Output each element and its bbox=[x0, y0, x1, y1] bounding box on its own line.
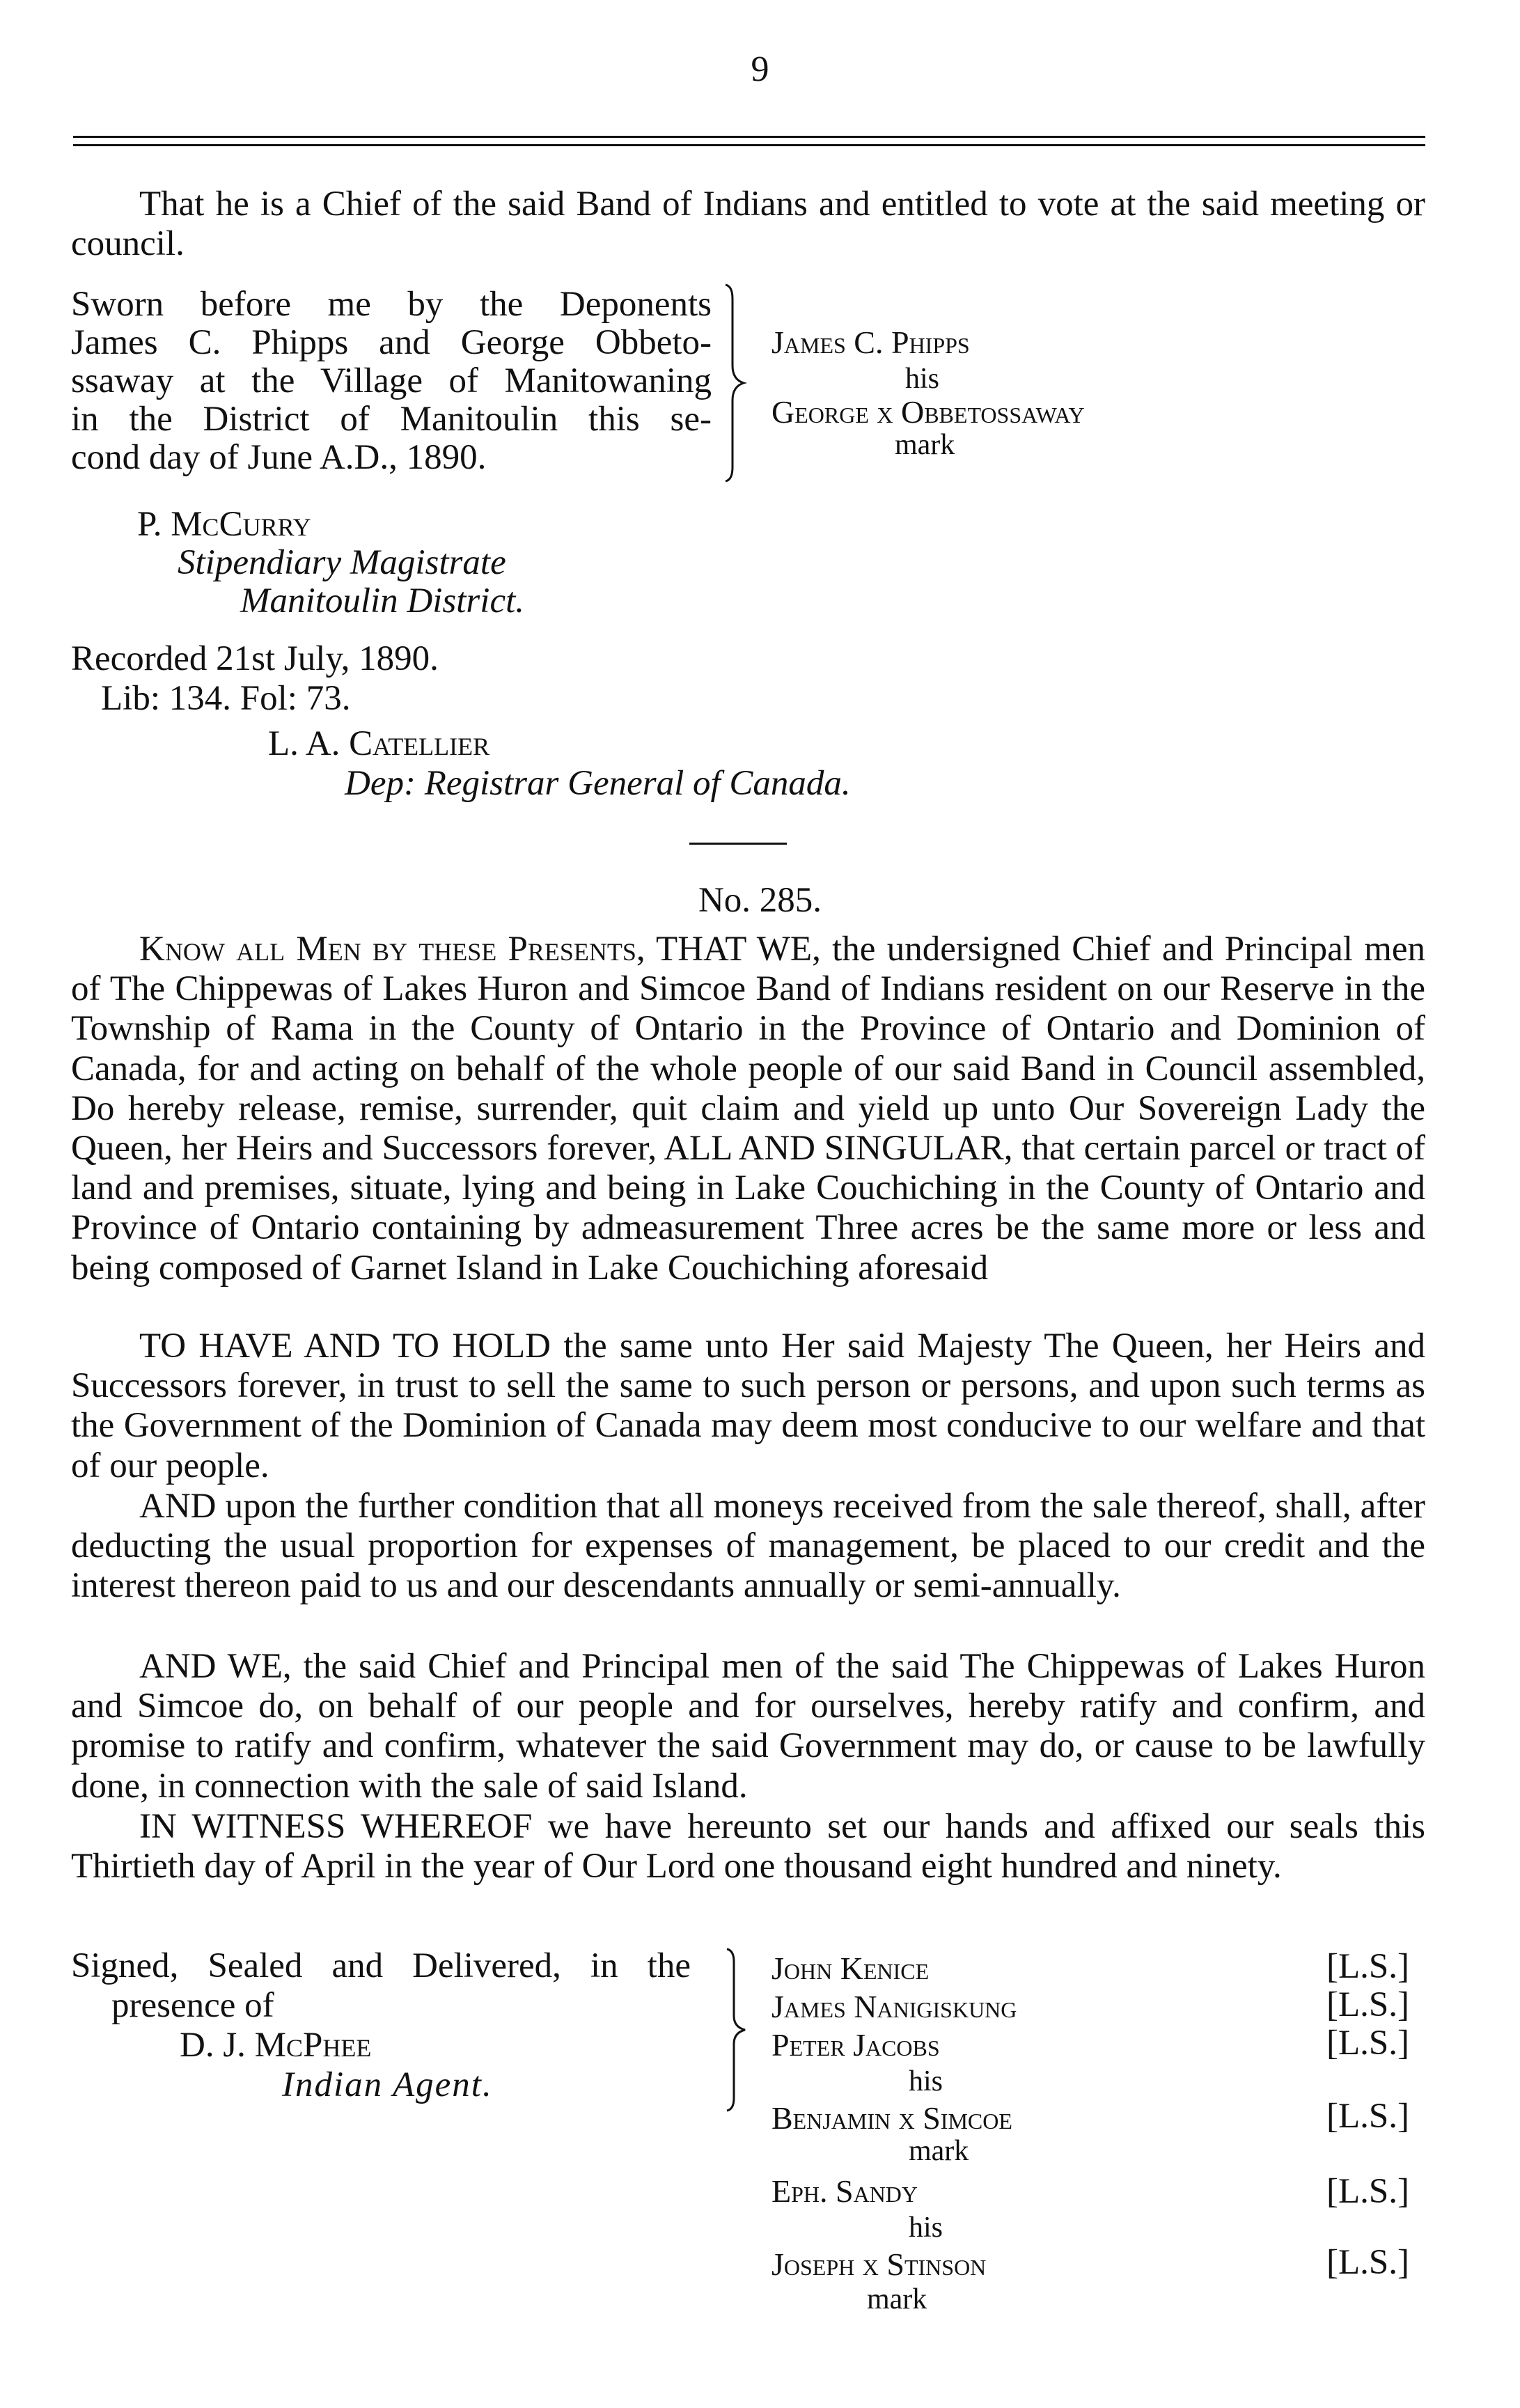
header-rule-top bbox=[73, 136, 1425, 138]
jurat-line-4: in the District of Manitoulin this se- bbox=[71, 400, 712, 439]
seal-1: [L.S.] bbox=[1326, 1947, 1409, 1986]
jurat-line-5: cond day of June A.D., 1890. bbox=[71, 438, 487, 477]
signatory-6-mark: mark bbox=[867, 2283, 927, 2315]
signatory-4-mark: mark bbox=[909, 2135, 969, 2167]
recorded-date: Recorded 21st July, 1890. bbox=[71, 639, 439, 678]
registrar-title: Dep: Registrar General of Canada. bbox=[345, 764, 851, 803]
signatory-2: James Nanigiskung bbox=[771, 1989, 1017, 2024]
deponent-2: George x Obbetossaway bbox=[771, 394, 1085, 430]
agent-title: Indian Agent. bbox=[282, 2065, 493, 2104]
surrender-number: No. 285. bbox=[698, 881, 822, 920]
page-number: 9 bbox=[751, 49, 769, 89]
signatory-6-his: his bbox=[909, 2212, 943, 2244]
surrender-para1-text: THAT WE, the undersigned Chief and Principal men of The Chippewas of Lakes Huron and Simcoe Band of Indians resident on our Reserve in the Township of Rama in the County of Ontario in the Province of Ontario and Dominion of Canada, for and acting on behalf of the whole people of our said Band in Council assembled, Do hereby release, remise, surrender, quit claim and yield up unto Our Sovereign Lady the Queen, her Heirs and Successors forever, ALL AND SINGULAR, that certain parcel or tract of land and premises, situate, lying and being in Lake Couchiching in the County of Ontario and Province of Ontario containing by admeasurement Three acres be the same more or less and being composed of Garnet Island in Lake Couchiching aforesaid bbox=[71, 930, 1425, 1288]
section-divider bbox=[689, 843, 787, 845]
surrender-paragraph-2: TO HAVE AND TO HOLD the same unto Her said Majesty The Queen, her Heirs and Successors forever, in trust to sell the same to such person or persons, and upon such terms as the Government of the Dominion of Canada may deem most conducive to our welfare and that of our people. bbox=[71, 1327, 1425, 1485]
agent-name: D. J. McPhee bbox=[180, 2026, 372, 2065]
jurat bbox=[71, 286, 712, 477]
jurat-line-2: James C. Phipps and George Obbeto- bbox=[71, 323, 712, 362]
lib-fol: Lib: 134. Fol: 73. bbox=[101, 679, 351, 718]
deponent-2-his: his bbox=[905, 363, 940, 395]
signatory-6: Joseph x Stinson bbox=[771, 2246, 987, 2282]
signatory-4: Benjamin x Simcoe bbox=[771, 2100, 1012, 2136]
magistrate-district: Manitoulin District. bbox=[240, 581, 524, 620]
surrender-lead: Know all Men by these Presents, bbox=[139, 930, 645, 969]
seal-5: [L.S.] bbox=[1326, 2172, 1409, 2211]
signatory-5: Eph. Sandy bbox=[771, 2173, 918, 2209]
signatory-3: Peter Jacobs bbox=[771, 2027, 940, 2063]
jurat-brace bbox=[723, 282, 751, 484]
seal-3: [L.S.] bbox=[1326, 2024, 1409, 2063]
affidavit-opening: That he is a Chief of the said Band of Indians and entitled to vote at the said meeting or council. bbox=[71, 185, 1425, 264]
magistrate-title: Stipendiary Magistrate bbox=[178, 543, 506, 582]
witness-line-2: presence of bbox=[111, 1986, 274, 2025]
surrender-paragraph-4: AND WE, the said Chief and Principal men of the said The Chippewas of Lakes Huron and Simcoe do, on behalf of our people and for ourselves, hereby ratify and confirm, and promise to ratify and confirm, whatever the said Government may do, or cause to be lawfully done, in connection with the sale of said Island. bbox=[71, 1647, 1425, 1806]
deponent-2-mark: mark bbox=[895, 429, 955, 461]
magistrate-name: P. McCurry bbox=[137, 505, 311, 544]
signatory-4-his: his bbox=[909, 2065, 943, 2097]
signatory-1: John Kenice bbox=[771, 1950, 930, 1986]
surrender-paragraph-1 bbox=[71, 930, 1425, 1288]
jurat-line-3: ssaway at the Village of Manitowaning bbox=[71, 361, 712, 400]
registrar-name: L. A. Catellier bbox=[268, 724, 490, 763]
seal-4: [L.S.] bbox=[1326, 2097, 1409, 2136]
seal-6: [L.S.] bbox=[1326, 2243, 1409, 2282]
witness-line-1: Signed, Sealed and Delivered, in the bbox=[71, 1946, 691, 1985]
header-rule-bottom bbox=[73, 144, 1425, 146]
jurat-line-1: Sworn before me by the Deponents bbox=[71, 285, 712, 324]
surrender-paragraph-3: AND upon the further condition that all moneys received from the sale thereof, shall, after deducting the usual proportion for expenses of management, be placed to our credit and the interest thereon paid to us and our descendants annually or semi-annually. bbox=[71, 1487, 1425, 1606]
seal-2: [L.S.] bbox=[1326, 1985, 1409, 2024]
signatories-brace bbox=[724, 1946, 752, 2113]
surrender-paragraph-5: IN WITNESS WHEREOF we have hereunto set our hands and affixed our seals this Thirtieth day of April in the year of Our Lord one thousand eight hundred and ninety. bbox=[71, 1807, 1425, 1886]
deponent-1: James C. Phipps bbox=[771, 325, 970, 360]
